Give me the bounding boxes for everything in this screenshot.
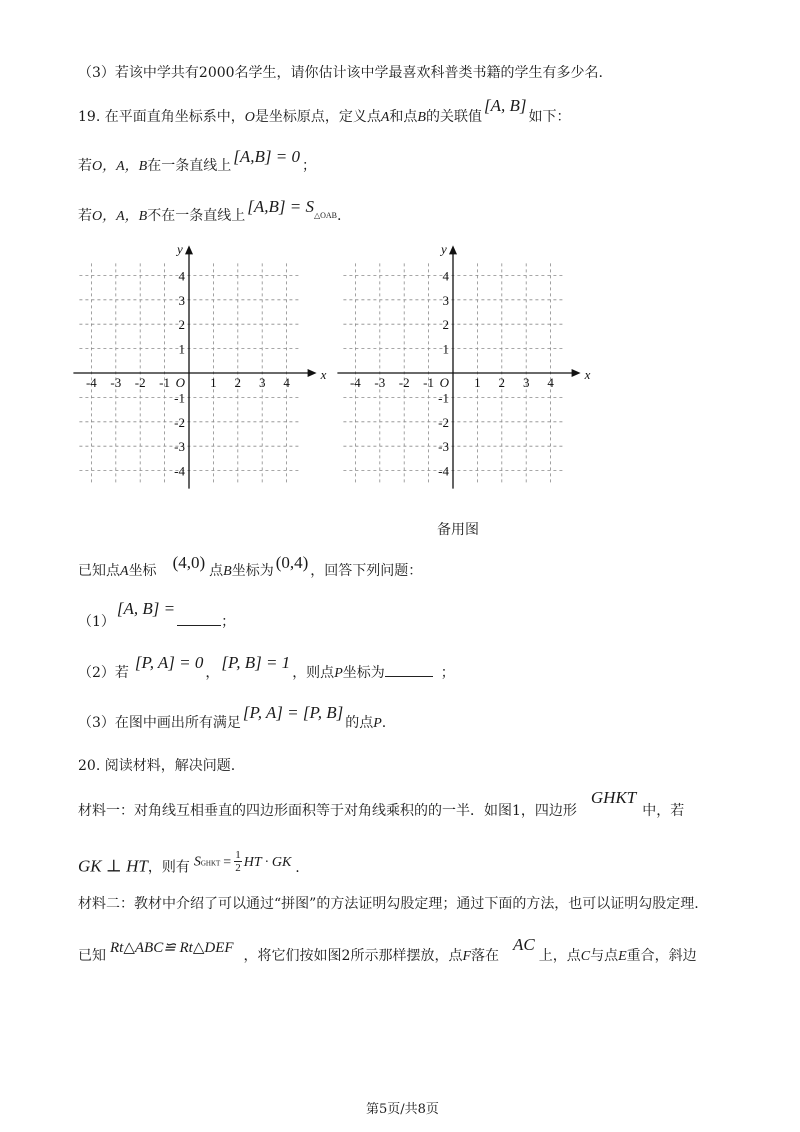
part2-sep: ， [205,665,220,681]
part3-end: . [381,715,387,731]
grid-right-y-tick-label: -2 [438,414,449,430]
q20-title: 20. 阅读材料，解决问题. [78,758,236,774]
area-subscript: GHKT [200,859,221,868]
case1-formula: [A,B] = 0 [233,147,300,166]
grid-right-origin-label: O [439,375,449,390]
case2-subscript: △OAB [313,211,337,220]
backup-figure-caption: 备用图 [437,522,479,538]
grid-left-origin-label: O [175,375,185,390]
part1-formula: [A, B] = [116,599,176,618]
case2-formula: [A,B] = S [247,197,314,216]
material1-text: 中，若 [642,803,685,819]
given-text: 坐标为 [231,563,274,579]
q19-part1 [78,599,236,631]
fraction-half [234,849,242,874]
perp-condition: GK ⊥ HT [78,856,148,876]
material3-text: 已知 [78,948,106,964]
q19-intro-text: 19. 在平面直角坐标系中， [78,109,245,125]
grid-left-x-label: x [320,367,327,382]
grid-right-y-tick-label: 1 [442,341,449,357]
coord-A: (4,0) [172,553,206,572]
q19-intro-text: 和点 [389,109,418,125]
q19-given [78,553,423,580]
case2-points: O，A，B [92,209,148,224]
part3-label: （3）在图中画出所有满足 [78,715,241,731]
grid-right-x-tick-label: -3 [374,375,386,390]
segment-AC: AC [513,935,535,954]
grid-left-x-tick-label: 4 [283,375,290,390]
grid-left-x-tick-label: -3 [110,375,122,390]
point-A: A [380,110,390,125]
part2-text: ，则点 [292,665,335,681]
area-formula [190,849,291,874]
part2-answer-blank[interactable] [385,662,433,677]
grid-left-x-tick-label: 3 [258,375,266,390]
grid-right-y-tick-label: 2 [442,317,449,333]
material3-text: ，将它们按如图2所示那样摆放，点 [243,948,463,964]
q18-part3: （3）若该中学共有2000名学生，请你估计该中学最喜欢科普类书籍的学生有多少名. [78,65,603,81]
given-point-A: A [120,564,129,579]
grid-right-y-tick-label: 4 [442,268,449,284]
part1-label: （1） [78,614,115,630]
grid-left-x-tick-label: -4 [85,375,97,390]
point-C: C [580,949,591,964]
q20-material1-line1 [78,788,685,820]
grid-left-x-tick-label: 2 [234,375,242,390]
q20-material2: 材料二：教材中介绍了可以通过“拼图”的方法证明勾股定理；通过下面的方法，也可以证明勾股定理. [78,896,699,912]
point-E: E [618,949,627,964]
grid-right-y-tick-label: 3 [442,292,449,308]
coord-B: (0,4) [275,553,309,572]
case1-points: O，A，B [92,159,148,174]
material1-text: 材料一：对角线互相垂直的四边形面积等于对角线乘积的的一半．如图1，四边形 [78,803,577,819]
material3-text: 上，点 [538,948,581,964]
material3-text: 落在 [471,948,500,964]
grid-left-y-tick-label: -2 [174,414,185,430]
part2-formula-2: [P, B] = 1 [221,653,291,672]
grid-left-x-tick-label: 1 [210,375,217,390]
page-footer: 第5页/共8页 [366,1102,439,1117]
grid-right-group [337,241,590,488]
grid-left-y-tick-label: 3 [178,292,185,308]
congruent-triangles: Rt△ABC≌ Rt△DEF [110,940,234,956]
given-text: 点 [209,563,224,579]
grid-right-x-tick-label: 3 [522,375,530,390]
part2-end: ； [440,665,455,681]
fraction-num: 1 [235,849,241,861]
part2-point-P: P [334,666,343,681]
material1-text: ，则有 [147,859,190,876]
material3-text: 与点 [590,948,619,964]
case2-text: 若 [78,208,92,224]
relation-symbol: [A, B] [483,96,527,115]
area-product: HT · GK [243,854,292,870]
part3-formula: [P, A] = [P, B] [242,703,344,722]
case1-text: 若 [78,158,92,174]
given-point-B: B [223,564,232,579]
grid-right-x-arrow [572,369,581,377]
given-text: ，回答下列问题： [310,563,423,579]
grid-left-x-tick-label: -1 [159,375,171,390]
grid-right-x-tick-label: 2 [498,375,506,390]
q19-intro-text: 是坐标原点，定义点 [254,109,381,125]
q19-part3 [78,703,387,732]
grid-right-y-tick-label: -1 [438,390,449,406]
grid-left-y-tick-label: 4 [178,268,185,284]
part2-text: 坐标为 [342,665,385,681]
grid-right-y-tick-label: -4 [438,463,449,479]
grid-left-y-tick-label: -1 [174,390,185,406]
grid-left-y-tick-label: -4 [174,463,185,479]
grid-right-y-label: y [441,241,447,257]
point-B: B [417,110,426,125]
grid-right-x-tick-label: 1 [474,375,481,390]
q19-part2 [78,653,455,682]
case2-end: . [337,208,342,224]
part1-end: ； [221,614,236,630]
grid-right-x-tick-label: -2 [398,375,410,390]
q19-intro-text: 的关联值 [425,109,482,125]
grid-right-x-tick-label: 4 [547,375,554,390]
part3-text: 的点 [345,715,374,731]
q20-material1-line2 [78,849,300,880]
grid-right-x-label: x [584,367,591,382]
given-text: 已知点 [78,563,120,579]
area-S: S [193,854,201,870]
grid-left-x-tick-label: -2 [134,375,146,390]
point-O: O [244,110,255,125]
material1-end: . [295,859,300,876]
case1-end: ； [301,158,316,174]
grid-right-y-tick-label: -3 [438,439,449,455]
grid-left-y-tick-label: -3 [174,439,185,455]
grid-right-x-tick-label: -1 [423,375,435,390]
given-text: 坐标 [128,563,157,579]
quad-GHKT: GHKT [590,788,637,807]
coordinate-grid-right[interactable] [0,0,800,520]
grid-left-y-tick-label: 1 [178,341,185,357]
fraction-den: 2 [235,862,241,874]
part3-point-P: P [373,716,382,731]
part2-formula-1: [P, A] = 0 [134,653,204,672]
grid-right-y-arrow [449,245,457,254]
point-F: F [462,949,472,964]
material3-text: 重合，斜边 [626,948,697,964]
area-eq: = [223,854,232,870]
case1-text: 在一条直线上 [147,158,232,174]
q19-intro-text: 如下： [528,109,571,125]
part1-answer-blank[interactable] [177,611,221,626]
part2-label: （2）若 [78,665,129,681]
grid-left-y-tick-label: 2 [178,317,185,333]
grid-right-x-tick-label: -4 [349,375,361,390]
case2-text: 不在一条直线上 [147,208,246,224]
grid-left-y-label: y [177,241,183,257]
q20-material3 [78,935,697,965]
